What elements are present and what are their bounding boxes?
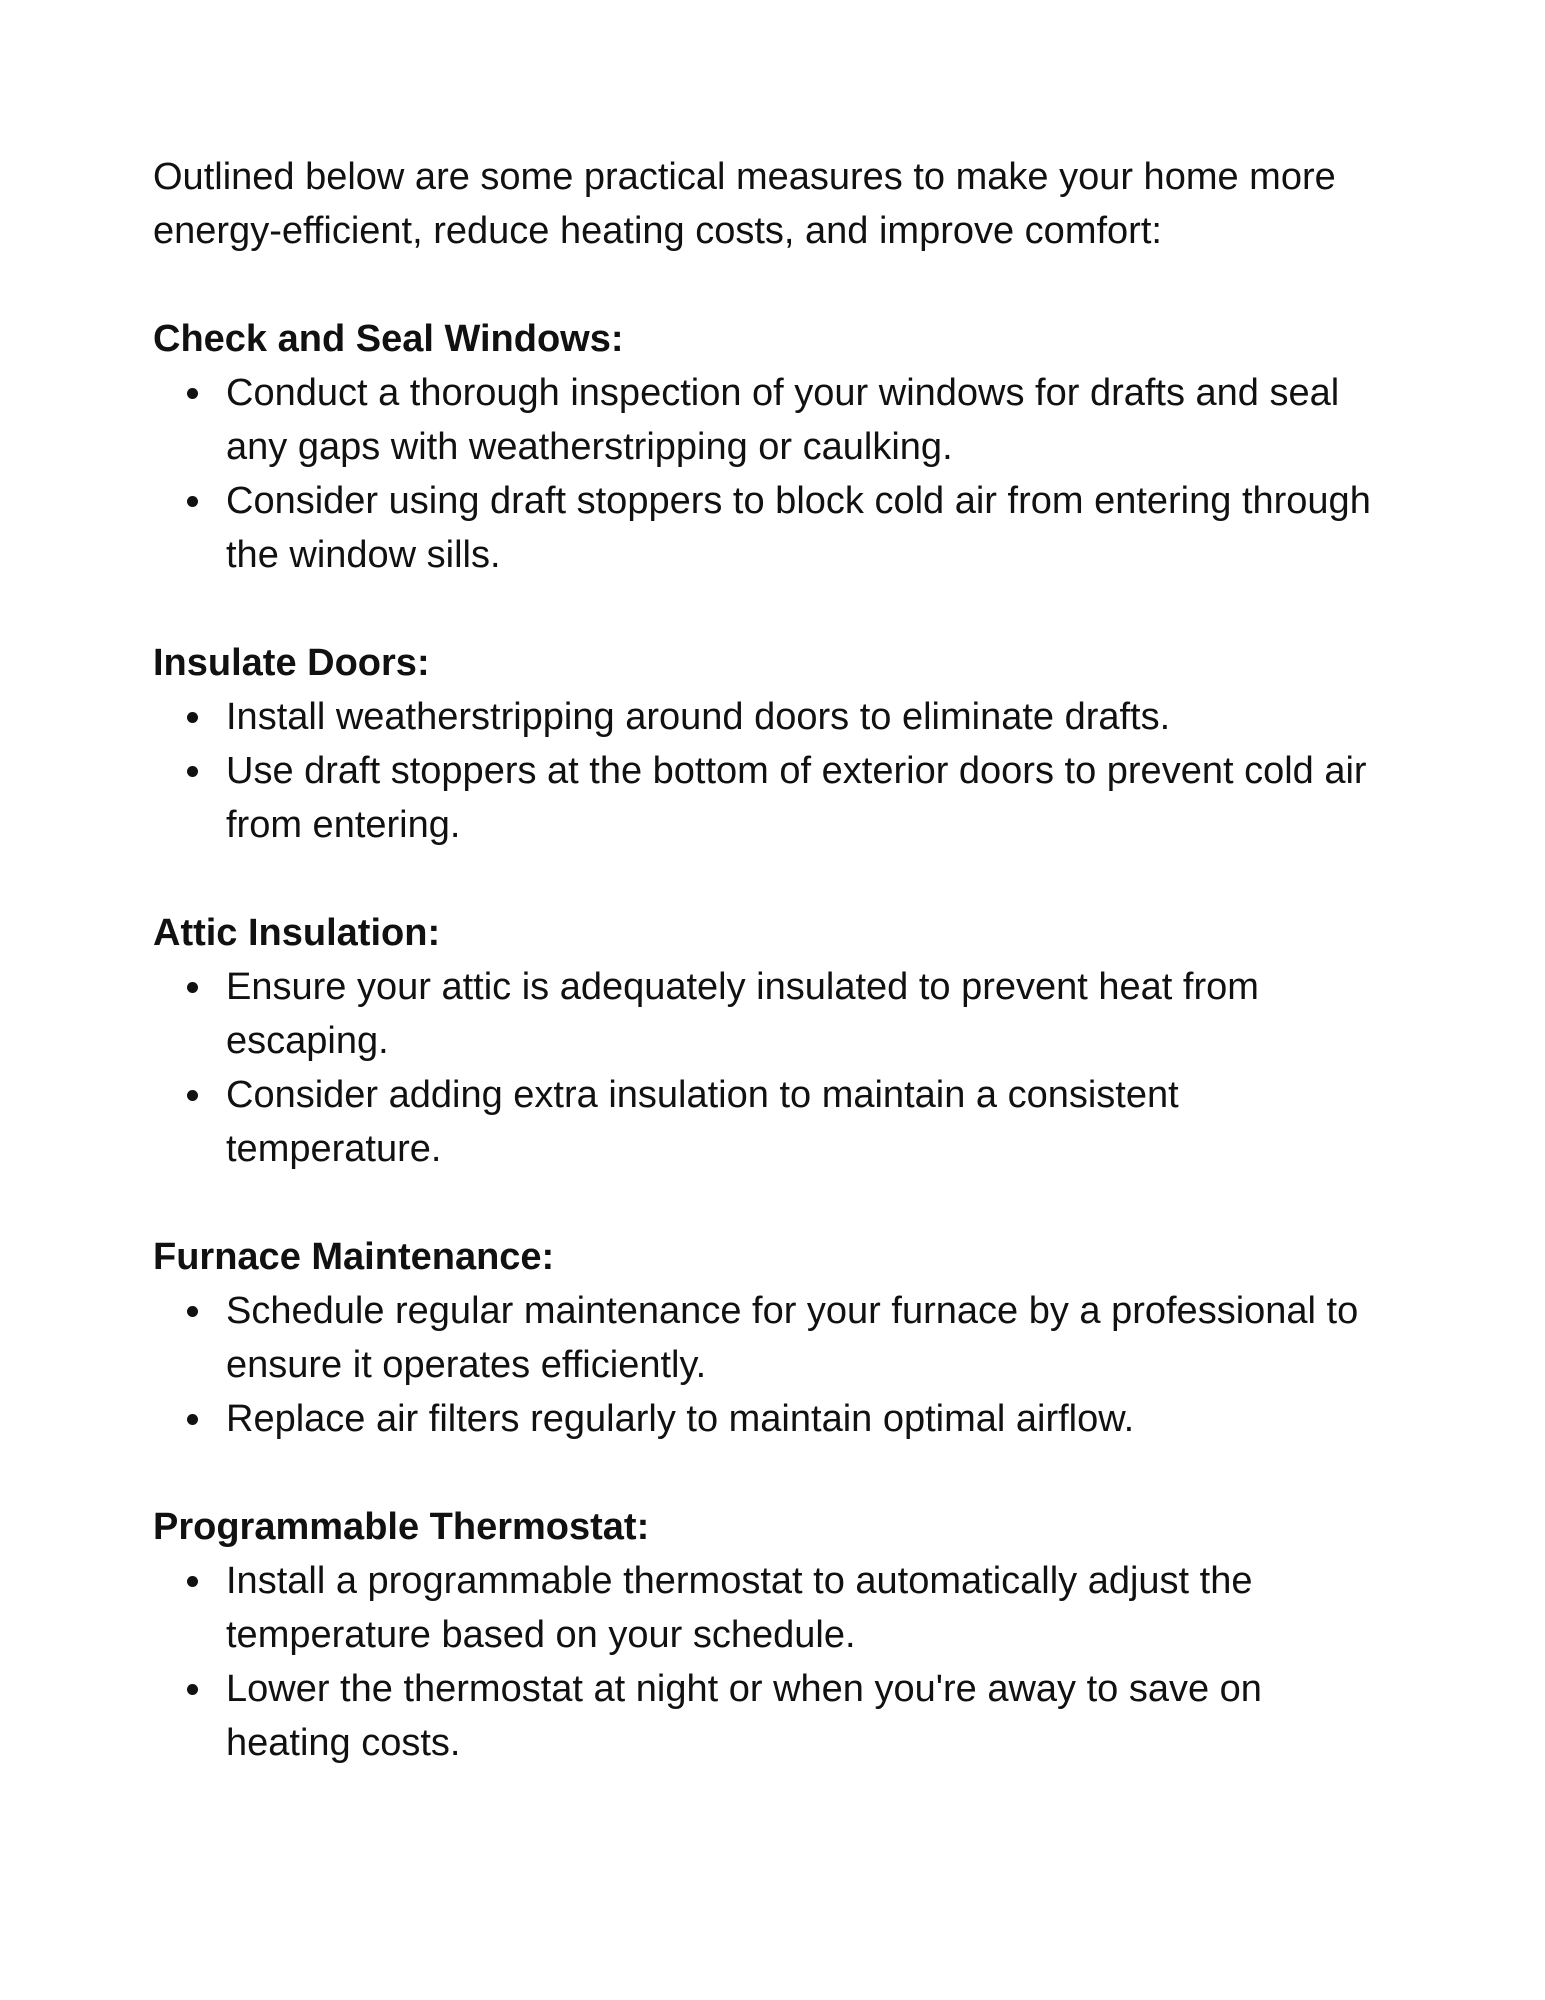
section-heading: Programmable Thermostat: (153, 1506, 650, 1548)
bullet-dot-icon (187, 1414, 198, 1425)
bullet-dot-icon (187, 712, 198, 723)
bullet-dot-icon (187, 1090, 198, 1101)
bullet-dot-icon (187, 388, 198, 399)
document-body (153, 150, 1393, 1824)
bullet-dot-icon (187, 1684, 198, 1695)
bullet-dot-icon (187, 1306, 198, 1317)
bullet-text: Conduct a thorough inspection of your windows for drafts and seal any gaps with weatherstripping or caulking. (226, 372, 1340, 468)
section-heading: Insulate Doors: (153, 642, 430, 684)
bullet-list (153, 1284, 1393, 1446)
bullet-item (153, 1068, 1393, 1176)
bullet-item (153, 1662, 1393, 1770)
bullet-text: Use draft stoppers at the bottom of exterior doors to prevent cold air from entering. (226, 750, 1367, 846)
bullet-item (153, 690, 1393, 744)
bullet-dot-icon (187, 982, 198, 993)
bullet-item (153, 474, 1393, 582)
section-windows (153, 312, 1393, 582)
section-furnace (153, 1230, 1393, 1446)
bullet-text: Install a programmable thermostat to automatically adjust the temperature based on your schedule. (226, 1560, 1253, 1656)
section-thermostat (153, 1500, 1393, 1770)
section-heading: Furnace Maintenance: (153, 1236, 555, 1278)
bullet-item (153, 1284, 1393, 1392)
bullet-list (153, 366, 1393, 582)
section-attic (153, 906, 1393, 1176)
bullet-list (153, 960, 1393, 1176)
bullet-text: Lower the thermostat at night or when you're away to save on heating costs. (226, 1668, 1262, 1764)
bullet-list (153, 1554, 1393, 1770)
bullet-item (153, 744, 1393, 852)
bullet-item (153, 960, 1393, 1068)
bullet-text: Consider adding extra insulation to maintain a consistent temperature. (226, 1074, 1179, 1170)
section-doors (153, 636, 1393, 852)
section-heading: Check and Seal Windows: (153, 318, 624, 360)
bullet-item (153, 1554, 1393, 1662)
bullet-list (153, 690, 1393, 852)
bullet-item (153, 1392, 1393, 1446)
bullet-dot-icon (187, 496, 198, 507)
bullet-dot-icon (187, 766, 198, 777)
bullet-text: Consider using draft stoppers to block cold air from entering through the window sills. (226, 480, 1371, 576)
section-heading: Attic Insulation: (153, 912, 441, 954)
bullet-text: Replace air filters regularly to maintain optimal airflow. (226, 1398, 1135, 1440)
bullet-item (153, 366, 1393, 474)
bullet-text: Install weatherstripping around doors to eliminate drafts. (226, 696, 1171, 738)
bullet-dot-icon (187, 1576, 198, 1587)
intro-paragraph: Outlined below are some practical measures to make your home more energy-efficient, reduce heating costs, and improve comfort: (153, 156, 1336, 252)
bullet-text: Ensure your attic is adequately insulated to prevent heat from escaping. (226, 966, 1259, 1062)
bullet-text: Schedule regular maintenance for your furnace by a professional to ensure it operates efficiently. (226, 1290, 1359, 1386)
